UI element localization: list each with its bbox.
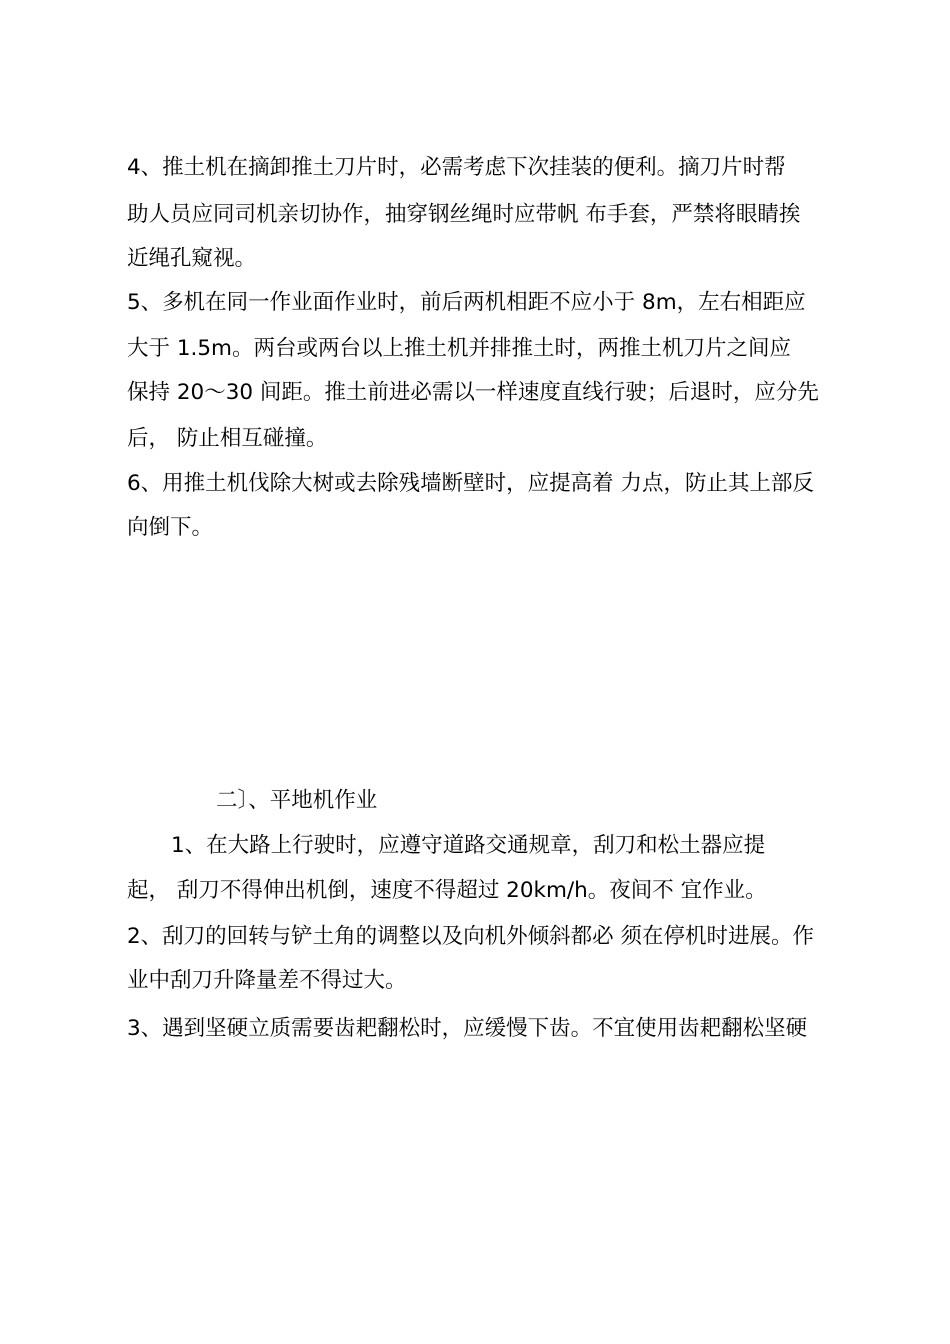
paragraph-line: 6、用推土机伐除大树或去除残墙断壁时，应提高着 力点，防止其上部反 (127, 471, 815, 496)
paragraph-line: 保持 20～30 间距。推土前进必需以一样速度直线行驶；后退时，应分先 (127, 380, 819, 405)
paragraph-line: 2、刮刀的回转与铲土角的调整以及向机外倾斜都必 须在停机时进展。作 (127, 924, 815, 949)
paragraph-line: 后， 防止相互碰撞。 (127, 426, 328, 451)
paragraph-line: 大于 1.5m。两台或两台以上推土机并排推土时，两推土机刀片之间应 (127, 336, 791, 361)
paragraph-line: 助人员应同司机亲切协作，抽穿钢丝绳时应带帆 布手套，严禁将眼睛挨 (127, 202, 801, 227)
paragraph-line: 4、推土机在摘卸推土刀片时，必需考虑下次挂装的便利。摘刀片时帮 (127, 155, 786, 180)
paragraph-line: 3、遇到坚硬立质需要齿耙翻松时，应缓慢下齿。不宜使用齿耙翻松坚硬 (127, 1016, 808, 1041)
paragraph-line: 5、多机在同一作业面作业时，前后两机相距不应小于 8m，左右相距应 (127, 290, 806, 315)
paragraph-line: 近绳孔窥视。 (127, 246, 257, 271)
paragraph-line: 业中刮刀升降量差不得过大。 (127, 968, 407, 993)
paragraph-line: 起， 刮刀不得伸出机倒，速度不得超过 20km/h。夜间不 宜作业。 (127, 878, 767, 903)
paragraph-line: 向倒下。 (127, 515, 214, 540)
paragraph-line: 1、在大路上行驶时，应遵守道路交通规章，刮刀和松土器应提 (171, 833, 766, 858)
section-heading: 二〕、平地机作业 (216, 788, 378, 813)
